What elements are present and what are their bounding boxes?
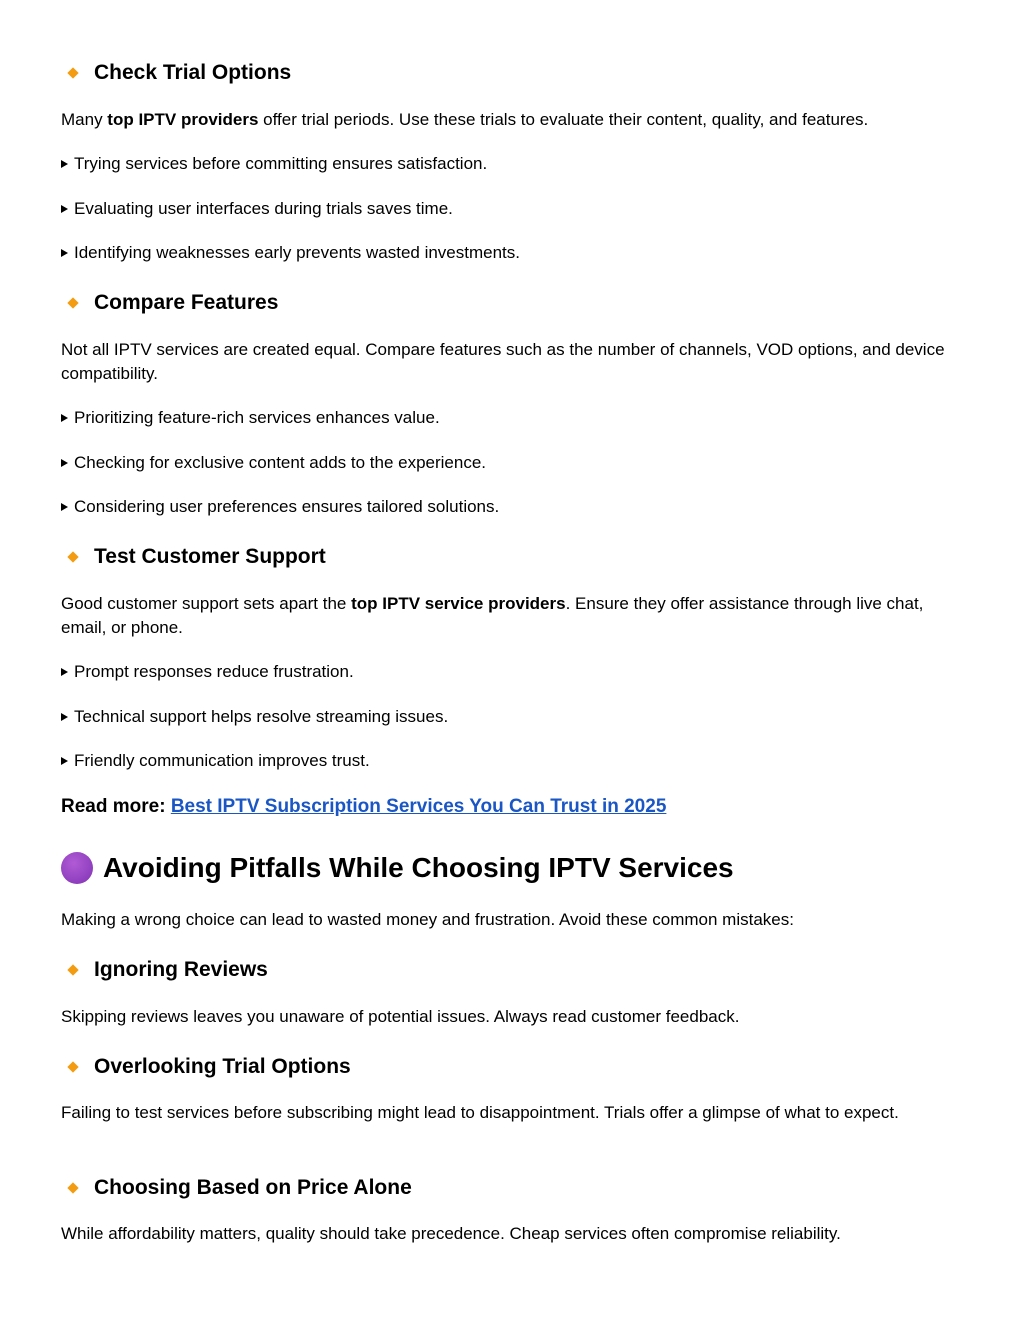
list-item: Trying services before committing ensures satisfaction. <box>61 152 487 176</box>
list-item: Technical support helps resolve streaming issues. <box>61 705 448 729</box>
paragraph-compare-features: Not all IPTV services are created equal. Compare features such as the number of channels, VOD options, and device compatibility. <box>61 340 945 383</box>
purple-circle-icon <box>61 852 93 884</box>
heading-test-customer-support: Test Customer Support <box>67 542 326 572</box>
list-item: Prioritizing feature-rich services enhances value. <box>61 406 440 430</box>
list-item: Identifying weaknesses early prevents wasted investments. <box>61 241 520 265</box>
read-more-label: Read more: <box>61 796 171 817</box>
heading-choosing-based-on-price: Choosing Based on Price Alone <box>67 1173 412 1203</box>
paragraph-price-alone: While affordability matters, quality should take precedence. Cheap services often compromise reliability. <box>61 1224 841 1243</box>
heading-ignoring-reviews: Ignoring Reviews <box>67 955 268 985</box>
bold-top-iptv-service-providers: top IPTV service providers <box>351 594 566 613</box>
triangle-bullet-icon <box>61 249 68 257</box>
list-item: Checking for exclusive content adds to the experience. <box>61 451 486 475</box>
orange-diamond-icon <box>67 551 78 562</box>
heading-check-trial-options: Check Trial Options <box>67 58 291 88</box>
orange-diamond-icon <box>67 297 78 308</box>
triangle-bullet-icon <box>61 757 68 765</box>
read-more-link[interactable]: Best IPTV Subscription Services You Can Trust in 2025 <box>170 796 667 817</box>
paragraph-test-support: Good customer support sets apart the top IPTV service providers. Ensure they offer assistance through live chat, email, or phone. <box>61 594 924 637</box>
list-item: Evaluating user interfaces during trials saves time. <box>61 197 453 221</box>
paragraph-check-trial: Many top IPTV providers offer trial periods. Use these trials to evaluate their content, quality, and features. <box>61 110 869 129</box>
orange-diamond-icon <box>67 1061 78 1072</box>
triangle-bullet-icon <box>61 713 68 721</box>
paragraph-ignoring-reviews: Skipping reviews leaves you unaware of potential issues. Always read customer feedback. <box>61 1007 740 1026</box>
orange-diamond-icon <box>67 1182 78 1193</box>
list-item: Prompt responses reduce frustration. <box>61 660 354 684</box>
read-more <box>61 794 666 820</box>
triangle-bullet-icon <box>61 668 68 676</box>
triangle-bullet-icon <box>61 205 68 213</box>
triangle-bullet-icon <box>61 414 68 422</box>
heading-compare-features: Compare Features <box>67 288 278 318</box>
triangle-bullet-icon <box>61 459 68 467</box>
triangle-bullet-icon <box>61 160 68 168</box>
list-item: Friendly communication improves trust. <box>61 749 370 773</box>
heading-avoiding-pitfalls: Avoiding Pitfalls While Choosing IPTV Services <box>61 848 734 888</box>
heading-overlooking-trial-options: Overlooking Trial Options <box>67 1052 351 1082</box>
bold-top-iptv-providers: top IPTV providers <box>107 110 259 129</box>
paragraph-overlooking-trials: Failing to test services before subscribing might lead to disappointment. Trials offer a glimpse of what to expect. <box>61 1103 899 1122</box>
orange-diamond-icon <box>67 964 78 975</box>
list-item: Considering user preferences ensures tailored solutions. <box>61 495 499 519</box>
triangle-bullet-icon <box>61 503 68 511</box>
orange-diamond-icon <box>67 67 78 78</box>
paragraph-pitfalls-intro: Making a wrong choice can lead to wasted money and frustration. Avoid these common mistakes: <box>61 910 794 929</box>
